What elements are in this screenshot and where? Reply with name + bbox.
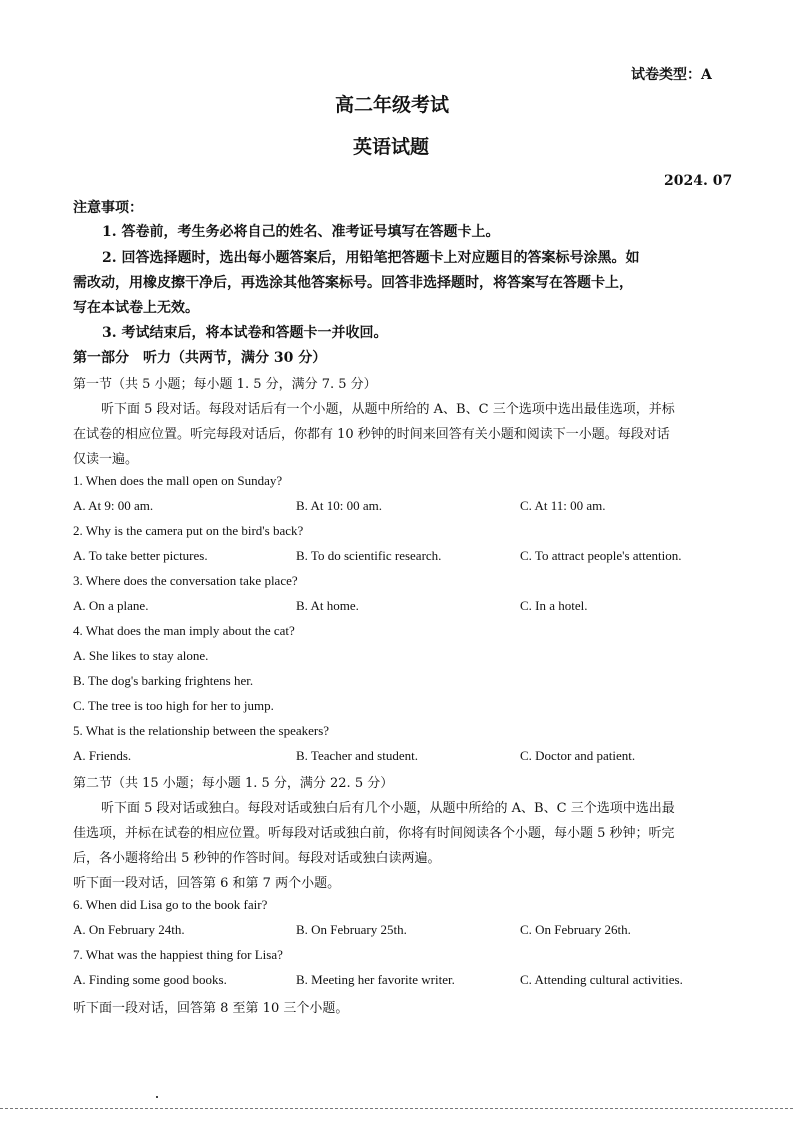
question-5-option-a: A. Friends. bbox=[73, 748, 132, 763]
page-mark-dot bbox=[156, 1096, 158, 1098]
notice-item-3: 3. 考试结束后，将本试卷和答题卡一并收回。 bbox=[102, 325, 388, 341]
question-6-option-a: A. On February 24th. bbox=[73, 922, 185, 937]
notice-item-2-line-1: 2. 回答选择题时，选出每小题答案后，用铅笔把答题卡上对应题目的答案标号涂黑。如 bbox=[102, 250, 640, 266]
section2-heading: 第二节（共 15 小题；每小题 1. 5 分，满分 22. 5 分） bbox=[73, 776, 394, 791]
question-2-option-b: B. To do scientific research. bbox=[296, 548, 442, 563]
question-7-option-c: C. Attending cultural activities. bbox=[520, 972, 683, 987]
section2-intro-line-3: 后，各小题将给出 5 秒钟的作答时间。每段对话或独白读两遍。 bbox=[73, 851, 441, 866]
question-5: 5. What is the relationship between the speakers? bbox=[73, 723, 330, 738]
notice-item-2-line-2: 需改动，用橡皮擦干净后，再选涂其他答案标号。回答非选择题时，将答案写在答题卡上， bbox=[73, 275, 633, 291]
section1-intro-line-2: 在试卷的相应位置。听完每段对话后，你都有 10 秒钟的时间来回答有关小题和阅读下一小题。每段对话 bbox=[73, 427, 670, 442]
question-7-option-a: A. Finding some good books. bbox=[73, 972, 227, 987]
section1-heading: 第一节（共 5 小题；每小题 1. 5 分，满分 7. 5 分） bbox=[73, 377, 377, 392]
question-4-option-a: A. She likes to stay alone. bbox=[73, 648, 209, 663]
part1-heading: 第一部分 听力（共两节，满分 30 分） bbox=[73, 350, 327, 366]
dialog-note-6-7: 听下面一段对话，回答第 6 和第 7 两个小题。 bbox=[73, 876, 341, 891]
question-2: 2. Why is the camera put on the bird's back? bbox=[73, 523, 304, 538]
section2-intro-line-2: 佳选项，并标在试卷的相应位置。听每段对话或独白前，你将有时间阅读各个小题，每小题 5 秒钟；听完 bbox=[73, 826, 675, 841]
question-2-option-a: A. To take better pictures. bbox=[73, 548, 208, 563]
notice-item-1: 1. 答卷前，考生务必将自己的姓名、准考证号填写在答题卡上。 bbox=[102, 224, 500, 240]
question-4: 4. What does the man imply about the cat? bbox=[73, 623, 295, 638]
question-7-option-b: B. Meeting her favorite writer. bbox=[296, 972, 455, 987]
section2-intro-line-1: 听下面 5 段对话或独白。每段对话或独白后有几个小题，从题中所给的 A、B、C 三个选项中选出最 bbox=[101, 801, 675, 816]
question-1: 1. When does the mall open on Sunday? bbox=[73, 473, 283, 488]
question-4-option-c: C. The tree is too high for her to jump. bbox=[73, 698, 274, 713]
notice-item-2-line-3: 写在本试卷上无效。 bbox=[73, 300, 199, 316]
dialog-note-8-10: 听下面一段对话，回答第 8 至第 10 三个小题。 bbox=[73, 1001, 349, 1016]
question-3-option-a: A. On a plane. bbox=[73, 598, 149, 613]
question-1-option-a: A. At 9: 00 am. bbox=[73, 498, 154, 513]
exam-title: 高二年级考试 bbox=[335, 94, 450, 116]
question-3-option-b: B. At home. bbox=[296, 598, 359, 613]
question-6: 6. When did Lisa go to the book fair? bbox=[73, 897, 268, 912]
subject-title: 英语试题 bbox=[353, 136, 430, 158]
question-1-option-b: B. At 10: 00 am. bbox=[296, 498, 382, 513]
section1-intro-line-3: 仅读一遍。 bbox=[73, 452, 139, 467]
question-3-option-c: C. In a hotel. bbox=[520, 598, 588, 613]
question-6-option-c: C. On February 26th. bbox=[520, 922, 631, 937]
paper-type-label: 试卷类型：A bbox=[631, 67, 712, 83]
question-6-option-b: B. On February 25th. bbox=[296, 922, 407, 937]
question-7: 7. What was the happiest thing for Lisa? bbox=[73, 947, 283, 962]
exam-date: 2024. 07 bbox=[664, 173, 733, 189]
question-5-option-c: C. Doctor and patient. bbox=[520, 748, 636, 763]
notice-title: 注意事项： bbox=[73, 200, 143, 216]
page-bottom-divider bbox=[0, 1108, 793, 1109]
question-4-option-b: B. The dog's barking frightens her. bbox=[73, 673, 254, 688]
section1-intro-line-1: 听下面 5 段对话。每段对话后有一个小题，从题中所给的 A、B、C 三个选项中选出最佳选项，并标 bbox=[101, 402, 675, 417]
question-1-option-c: C. At 11: 00 am. bbox=[520, 498, 606, 513]
question-5-option-b: B. Teacher and student. bbox=[296, 748, 418, 763]
question-2-option-c: C. To attract people's attention. bbox=[520, 548, 682, 563]
question-3: 3. Where does the conversation take place? bbox=[73, 573, 298, 588]
